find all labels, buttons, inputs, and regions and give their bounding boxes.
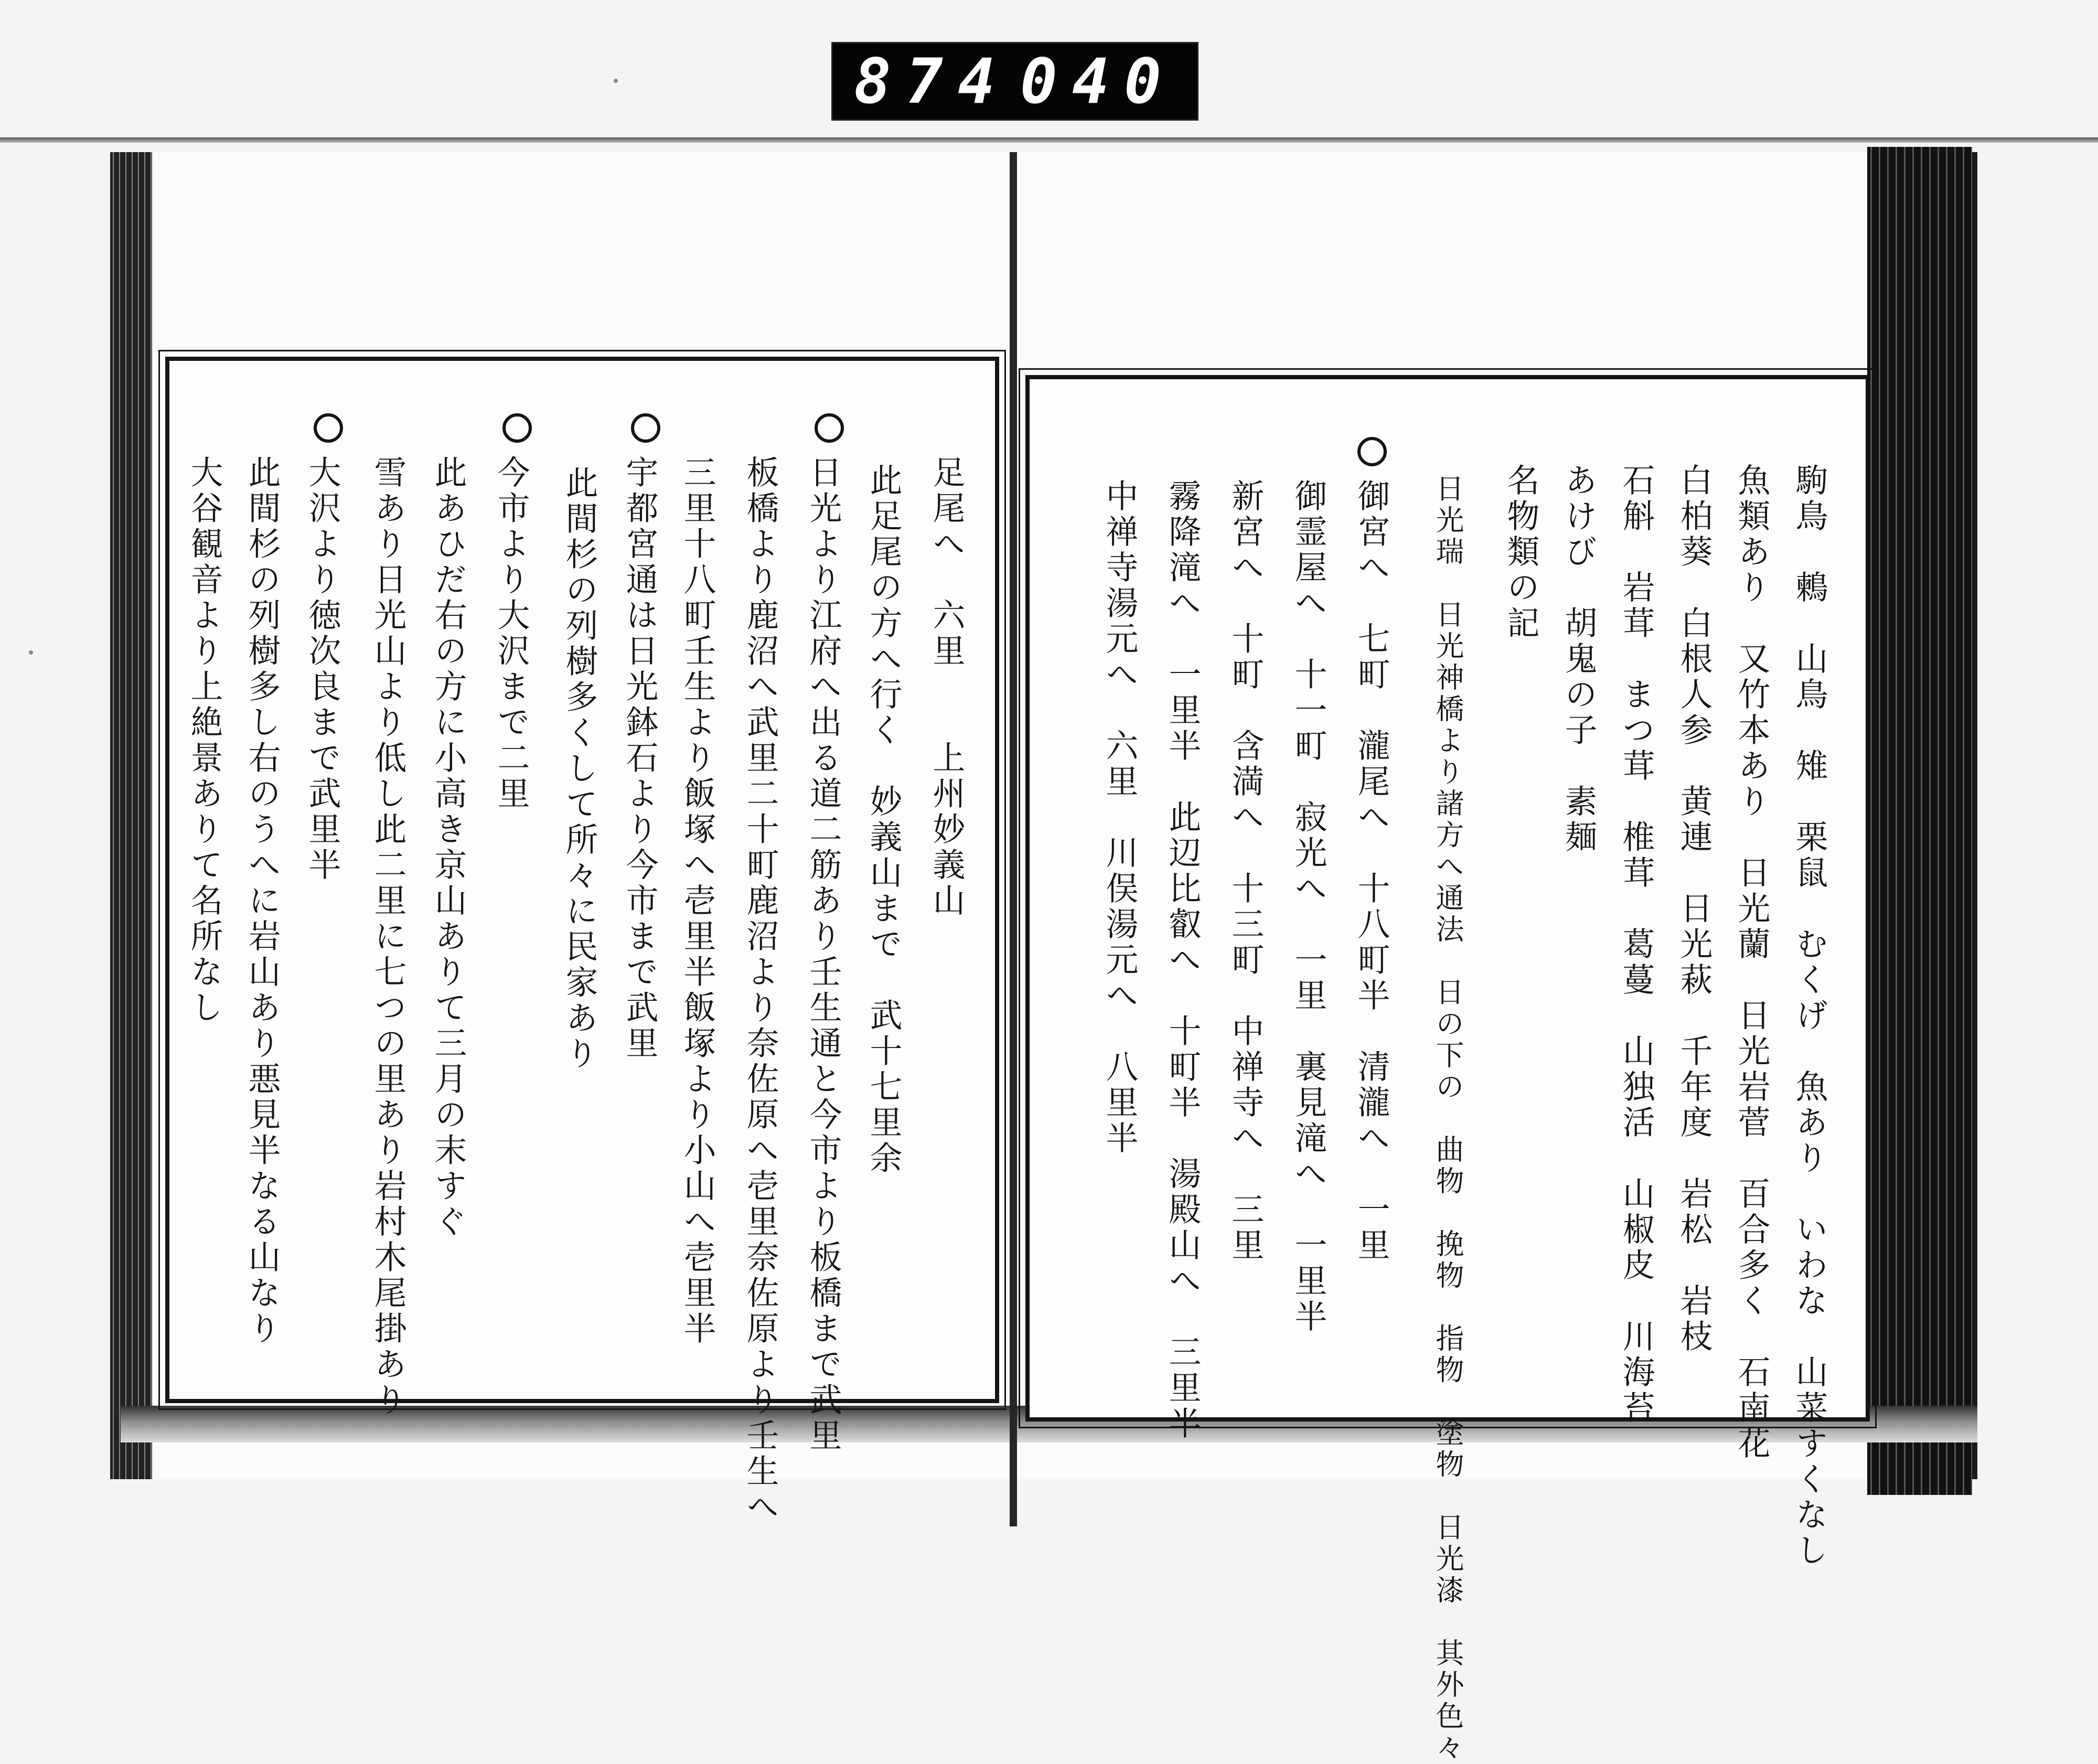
scanner-bed-edge (0, 137, 2098, 143)
text-column: 石斛 岩茸 まつ茸 椎茸 葛蔓 山独活 山椒皮 川海苔 (1617, 463, 1655, 1426)
text-column: 此あひだ右の方に小高き京山ありて三月の末すぐ (429, 455, 467, 1240)
book-left-edge (110, 152, 152, 1479)
text-column: 駒鳥 鶫 山鳥 雉 栗鼠 むくげ 魚あり いわな 山菜すくなし (1790, 463, 1828, 1569)
text-column: 御宮へ 七町 瀧尾へ 十八町半 清瀧へ 一里 (1352, 479, 1390, 1264)
text-column: 宇都宮通は日光鉢石より今市まで武里 (620, 455, 659, 1062)
right-page (1025, 375, 1870, 1764)
text-column: 霧降滝へ 一里半 此辺比叡へ 十町半 湯殿山へ 三里半 (1163, 479, 1202, 1442)
section-circle-mark (314, 413, 343, 443)
text-column: 今市より大沢まで二里 (492, 455, 530, 812)
text-column: 新宮へ 十町 含満へ 十三町 中禅寺へ 三里 (1226, 479, 1265, 1264)
text-column: 板橋より鹿沼へ武里二十町鹿沼より奈佐原へ壱里奈佐原より壬生へ (741, 455, 779, 1525)
text-column: 魚類あり 又竹本あり 日光蘭 日光岩菅 百合多く 石南花 (1732, 463, 1771, 1462)
text-column: 雪あり日光山より低し此二里に七つの里あり岩村木尾掛あり (369, 455, 407, 1418)
microfilm-frame-counter (831, 42, 1198, 121)
text-column: 白柏葵 白根人参 黄連 日光萩 千年度 岩松 岩枝 (1675, 463, 1713, 1355)
book-gutter (1010, 152, 1017, 1526)
text-column: 此足尾の方へ行く 妙義山まで 武十七里余 (864, 463, 903, 1177)
left-page (165, 357, 999, 1525)
text-column: 御霊屋へ 十一町 寂光へ 一里 裏見滝へ 一里半 (1289, 479, 1328, 1335)
dust-speck (29, 650, 33, 655)
text-column: 大沢より徳次良まで武里半 (303, 455, 341, 883)
text-column: 日光より江府へ出る道二筋あり壬生通と今市より板橋まで武里 (804, 455, 842, 1454)
section-circle-mark (502, 413, 532, 443)
text-column: あけび 胡鬼の子 素麺 (1559, 463, 1598, 856)
text-column: 此間杉の列樹多し右のうへに岩山あり悪見半なる山なり (243, 455, 281, 1347)
text-column: 大谷観音より上絶景ありて名所なし (185, 455, 223, 1026)
frame-number: 040 (1020, 45, 1176, 117)
reel-number: 874 (854, 45, 1010, 117)
text-column: 此間杉の列樹多くして所々に民家あり (560, 466, 598, 1072)
text-column: 日光瑞 日光神橋より諸方へ通法 日の下の 曲物 挽物 指物 塗物 日光漆 其外色々 (1431, 474, 1464, 1764)
section-circle-mark (631, 413, 660, 443)
book-page-stack (1867, 147, 1972, 1495)
dust-speck (614, 79, 618, 83)
text-column: 三里十八町壬生より飯塚へ壱里半飯塚より小山へ壱里半 (678, 455, 716, 1347)
text-column: 足尾へ 六里 上州妙義山 (927, 455, 966, 919)
section-circle-mark (815, 413, 844, 443)
text-column: 中禅寺湯元へ 六里 川俣湯元へ 八里半 (1100, 479, 1139, 1157)
text-column: 名物類の記 (1502, 463, 1540, 642)
section-circle-mark (1357, 437, 1387, 466)
